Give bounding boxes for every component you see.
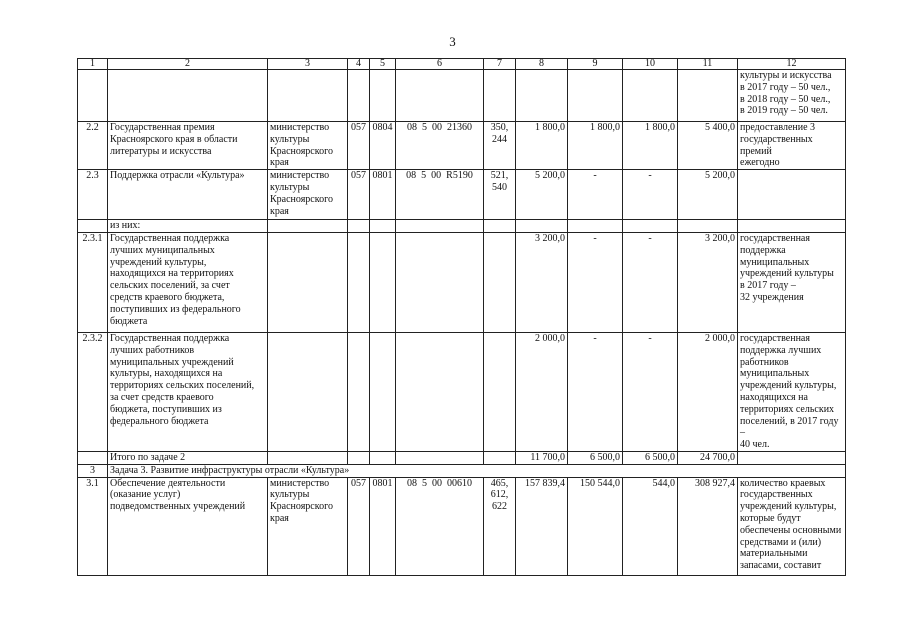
grbs-code: 057 <box>348 122 370 170</box>
amount-2018: 1 800,0 <box>568 122 623 170</box>
row-number: 3.1 <box>78 477 108 575</box>
col-header: 3 <box>268 59 348 70</box>
col-header: 5 <box>370 59 396 70</box>
table-row <box>78 170 846 220</box>
amount-2018: 150 544,0 <box>568 477 623 575</box>
ministry: министерство культуры Красноярского края <box>268 170 348 220</box>
amount-2018: - <box>568 170 623 220</box>
col-header: 1 <box>78 59 108 70</box>
row-number: 3 <box>78 464 108 477</box>
col-header: 2 <box>108 59 268 70</box>
vr-code: 521, 540 <box>484 170 516 220</box>
amount-2019: - <box>623 332 678 451</box>
task-row <box>78 464 846 477</box>
csr-code: 08 5 00 00610 <box>396 477 484 575</box>
col-header: 8 <box>516 59 568 70</box>
col-header: 12 <box>738 59 846 70</box>
row-number: 2.3.2 <box>78 332 108 451</box>
amount-2019: 6 500,0 <box>623 451 678 464</box>
col-header: 4 <box>348 59 370 70</box>
result-cell: количество краевых государственных учреждений культуры, которые будут обеспечены основными средствами и (или) материальными запасами, составит <box>738 477 846 575</box>
row-number: 2.2 <box>78 122 108 170</box>
amount-2018: - <box>568 232 623 332</box>
grbs-code: 057 <box>348 477 370 575</box>
rzpr-code: 0801 <box>370 477 396 575</box>
table-row <box>78 477 846 575</box>
result-cell: государственная поддержка муниципальных учреждений культуры в 2017 году – 32 учреждения <box>738 232 846 332</box>
amount-2017: 2 000,0 <box>516 332 568 451</box>
rzpr-code: 0804 <box>370 122 396 170</box>
table-row <box>78 70 846 122</box>
total-row <box>78 451 846 464</box>
col-header: 6 <box>396 59 484 70</box>
col-header: 10 <box>623 59 678 70</box>
activity-name: Государственная премия Красноярского края в области литературы и искусства <box>108 122 268 170</box>
amount-total: 5 400,0 <box>678 122 738 170</box>
col-header: 7 <box>484 59 516 70</box>
amount-2017: 3 200,0 <box>516 232 568 332</box>
activity-name: Государственная поддержка лучших работников муниципальных учреждений культуры, находящихся на территориях сельских поселений, за счет средств краевого бюджета, поступивших из федерального бюджета <box>108 332 268 451</box>
result-cell: предоставление 3 государственных премий ежегодно <box>738 122 846 170</box>
amount-2019: - <box>623 232 678 332</box>
amount-total: 3 200,0 <box>678 232 738 332</box>
amount-2017: 1 800,0 <box>516 122 568 170</box>
activity-name: Обеспечение деятельности (оказание услуг) подведомственных учреждений <box>108 477 268 575</box>
csr-code: 08 5 00 R5190 <box>396 170 484 220</box>
grbs-code: 057 <box>348 170 370 220</box>
col-header: 11 <box>678 59 738 70</box>
row-number: 2.3.1 <box>78 232 108 332</box>
amount-total: 5 200,0 <box>678 170 738 220</box>
amount-2017: 157 839,4 <box>516 477 568 575</box>
rzpr-code: 0801 <box>370 170 396 220</box>
amount-2017: 11 700,0 <box>516 451 568 464</box>
activity-name: Поддержка отрасли «Культура» <box>108 170 268 220</box>
vr-code: 350, 244 <box>484 122 516 170</box>
col-header: 9 <box>568 59 623 70</box>
result-cell: государственная поддержка лучших работников муниципальных учреждений культуры, находящихся на территориях сельских поселений, в 2017 году – 40 чел. <box>738 332 846 451</box>
amount-2017: 5 200,0 <box>516 170 568 220</box>
amount-total: 24 700,0 <box>678 451 738 464</box>
table-row <box>78 220 846 233</box>
amount-2018: 6 500,0 <box>568 451 623 464</box>
table-row <box>78 332 846 451</box>
result-cell <box>738 170 846 220</box>
table-row <box>78 232 846 332</box>
amount-2018: - <box>568 332 623 451</box>
amount-2019: 544,0 <box>623 477 678 575</box>
total-label: Итого по задаче 2 <box>108 451 268 464</box>
amount-total: 308 927,4 <box>678 477 738 575</box>
subitems-label: из них: <box>108 220 268 233</box>
activity-name: Государственная поддержка лучших муниципальных учреждений культуры, находящихся на территориях сельских поселений, за счет средств краевого бюджета, поступивших из федерального бюджета <box>108 232 268 332</box>
table-row <box>78 122 846 170</box>
csr-code: 08 5 00 21360 <box>396 122 484 170</box>
result-cell: культуры и искусства в 2017 году – 50 чел., в 2018 году – 50 чел., в 2019 году – 50 чел. <box>738 70 846 122</box>
amount-2019: 1 800,0 <box>623 122 678 170</box>
header-row <box>78 59 846 70</box>
budget-table <box>77 58 846 576</box>
amount-total: 2 000,0 <box>678 332 738 451</box>
task-title: Задача 3. Развитие инфраструктуры отрасли «Культура» <box>108 464 846 477</box>
row-number: 2.3 <box>78 170 108 220</box>
ministry: министерство культуры Красноярского края <box>268 122 348 170</box>
vr-code: 465, 612, 622 <box>484 477 516 575</box>
page-number: 3 <box>449 34 456 49</box>
ministry: министерство культуры Красноярского края <box>268 477 348 575</box>
amount-2019: - <box>623 170 678 220</box>
